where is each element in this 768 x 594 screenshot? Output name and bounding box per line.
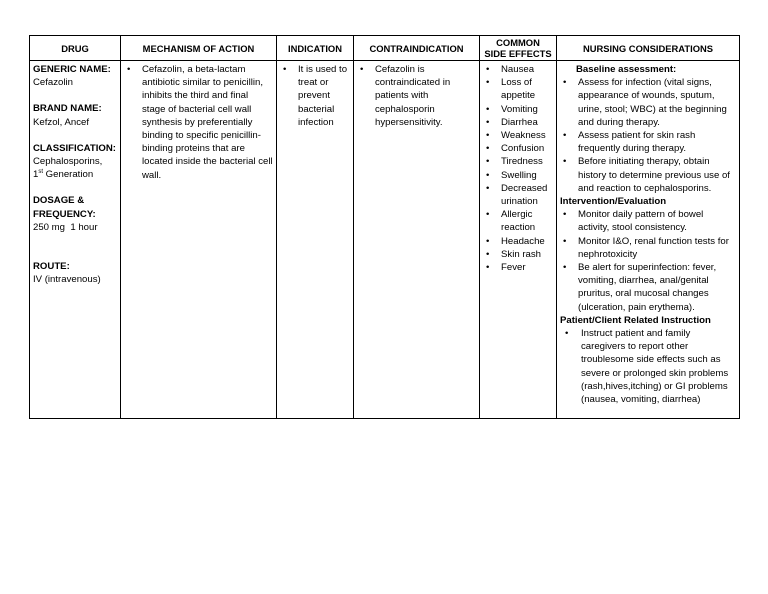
baseline-list: [560, 76, 736, 195]
list-item: [483, 182, 553, 208]
baseline-text: Assess for infection (vital signs, appearance of wounds, sputum, urine, stool; WBC) at the beginning and during therapy.: [578, 77, 727, 128]
list-item: [483, 103, 553, 116]
side-effect-text: Headache: [501, 235, 545, 247]
bullet-icon: •: [486, 248, 490, 260]
route-label: ROUTE:: [33, 261, 70, 273]
bullet-icon: •: [486, 182, 490, 194]
bullet-icon: •: [563, 262, 567, 274]
bullet-icon: •: [486, 64, 490, 75]
list-item: [560, 327, 736, 406]
side-effect-text: Vomiting: [501, 103, 538, 115]
side-effect-text: Tiredness: [501, 156, 543, 168]
instruction-list: [560, 327, 736, 406]
header-mechanism: MECHANISM OF ACTION: [121, 36, 277, 61]
instruction-title: Patient/Client Related Instruction: [560, 314, 711, 326]
bullet-icon: •: [486, 103, 490, 115]
side-effect-text: Skin rash: [501, 248, 541, 260]
intervention-title: Intervention/Evaluation: [560, 196, 667, 208]
bullet-icon: •: [486, 130, 490, 142]
bullet-icon: •: [486, 156, 490, 168]
nursing-cell: [557, 61, 740, 419]
intervention-text: Monitor daily pattern of bowel activity, stool consistency.: [578, 209, 704, 234]
bullet-icon: •: [563, 130, 567, 142]
indication-cell: [277, 61, 354, 419]
indication-text: It is used to treat or prevent bacterial infection: [298, 64, 348, 128]
list-item: [483, 63, 553, 76]
side-effect-text: Allergic reaction: [501, 209, 536, 234]
bullet-icon: •: [486, 209, 490, 221]
bullet-icon: •: [486, 235, 490, 247]
dosage-label-line2: FREQUENCY:: [33, 208, 96, 220]
route-value: IV (intravenous): [33, 274, 101, 286]
contraindication-text: Cefazolin is contraindicated in patients with cephalosporin hypersensitivity.: [375, 64, 451, 128]
baseline-text: Assess patient for skin rash frequently during therapy.: [578, 130, 696, 155]
contraindication-item: [357, 63, 476, 129]
bullet-icon: •: [360, 64, 364, 75]
list-item: [483, 76, 553, 102]
list-item: [483, 155, 553, 168]
bullet-icon: •: [563, 235, 567, 247]
side-effect-text: Nausea: [501, 64, 535, 75]
bullet-icon: •: [486, 143, 490, 155]
side-effect-text: Confusion: [501, 143, 545, 155]
brand-name-label: BRAND NAME:: [33, 103, 102, 115]
list-item: [560, 76, 736, 129]
drug-cell: [30, 61, 121, 419]
mechanism-text: Cefazolin, a beta-lactam antibiotic similar to penicillin, inhibits the third and final stage of bacterial cell wall synthesis by preferentially binding to specific penicillin-binding proteins that are located inside the bacterial cell wall.: [142, 64, 273, 181]
classification-value: Cephalosporins,: [33, 156, 103, 168]
side-effect-text: Swelling: [501, 169, 537, 181]
header-side-effects: [480, 36, 557, 61]
header-contraindication: CONTRAINDICATION: [354, 36, 480, 61]
list-item: [483, 129, 553, 142]
drug-card-table: [29, 35, 740, 419]
side-effects-cell: [480, 61, 557, 419]
list-item: [560, 261, 736, 314]
bullet-icon: •: [563, 77, 567, 89]
side-effect-text: Weakness: [501, 130, 546, 142]
dosage-label-line1: DOSAGE &: [33, 195, 85, 207]
generic-name-label: GENERIC NAME:: [33, 64, 111, 75]
bullet-icon: •: [486, 262, 490, 274]
list-item: [483, 248, 553, 261]
list-item: [560, 129, 736, 155]
indication-item: [280, 63, 350, 129]
side-effect-text: Decreased urination: [501, 182, 548, 208]
bullet-icon: •: [563, 156, 567, 168]
side-effect-text: Diarrhea: [501, 116, 538, 128]
mechanism-item: [124, 63, 273, 182]
list-item: [483, 142, 553, 155]
instruction-text: Instruct patient and family caregivers to report other troublesome side effects such as severe or prolonged skin problems (rash,hives,itching) or GI problems (nausea, vomiting, diarrhea): [581, 328, 729, 406]
classification-label: CLASSIFICATION:: [33, 142, 116, 154]
header-side-effects-line2: SIDE EFFECTS: [484, 48, 552, 59]
brand-name-value: Kefzol, Ancef: [33, 116, 89, 128]
bullet-icon: •: [486, 77, 490, 89]
bullet-icon: •: [563, 209, 567, 221]
intervention-text: Monitor I&O, renal function tests for nephrotoxicity: [578, 235, 729, 260]
side-effect-text: Fever: [501, 262, 526, 274]
header-nursing: NURSING CONSIDERATIONS: [557, 36, 740, 61]
header-drug: DRUG: [30, 36, 121, 61]
list-item: [483, 208, 553, 234]
list-item: [560, 155, 736, 195]
bullet-icon: •: [127, 64, 131, 75]
intervention-list: [560, 208, 736, 314]
side-effects-list: [483, 63, 553, 274]
classification-generation: [33, 168, 117, 181]
baseline-text: Before initiating therapy, obtain history to determine previous use of and reaction to cephalosporins.: [578, 156, 730, 194]
generation-text: Generation: [43, 169, 94, 181]
intervention-text: Be alert for superinfection: fever, vomiting, diarrhea, anal/genital pruritus, oral mucosal changes (ulceration, pain erythema).: [578, 262, 717, 313]
list-item: [483, 116, 553, 129]
list-item: [560, 208, 736, 234]
header-row: [30, 36, 740, 61]
generation-suffix: st: [38, 169, 44, 176]
contraindication-cell: [354, 61, 480, 419]
side-effect-text: Loss of appetite: [501, 77, 536, 102]
bullet-icon: •: [486, 169, 490, 181]
dosage-value: 250 mg 1 hour: [33, 221, 98, 233]
header-indication: INDICATION: [277, 36, 354, 61]
bullet-icon: •: [565, 328, 569, 340]
header-side-effects-line1: COMMON: [496, 37, 540, 48]
list-item: [560, 235, 736, 261]
generation-number: 1: [33, 169, 39, 181]
baseline-title: Baseline assessment:: [576, 64, 677, 75]
drug-row: [30, 61, 740, 419]
list-item: [483, 169, 553, 182]
generic-name-value: Cefazolin: [33, 77, 73, 89]
bullet-icon: •: [283, 64, 287, 75]
bullet-icon: •: [486, 116, 490, 128]
list-item: [483, 261, 553, 274]
mechanism-cell: [121, 61, 277, 419]
list-item: [483, 235, 553, 248]
